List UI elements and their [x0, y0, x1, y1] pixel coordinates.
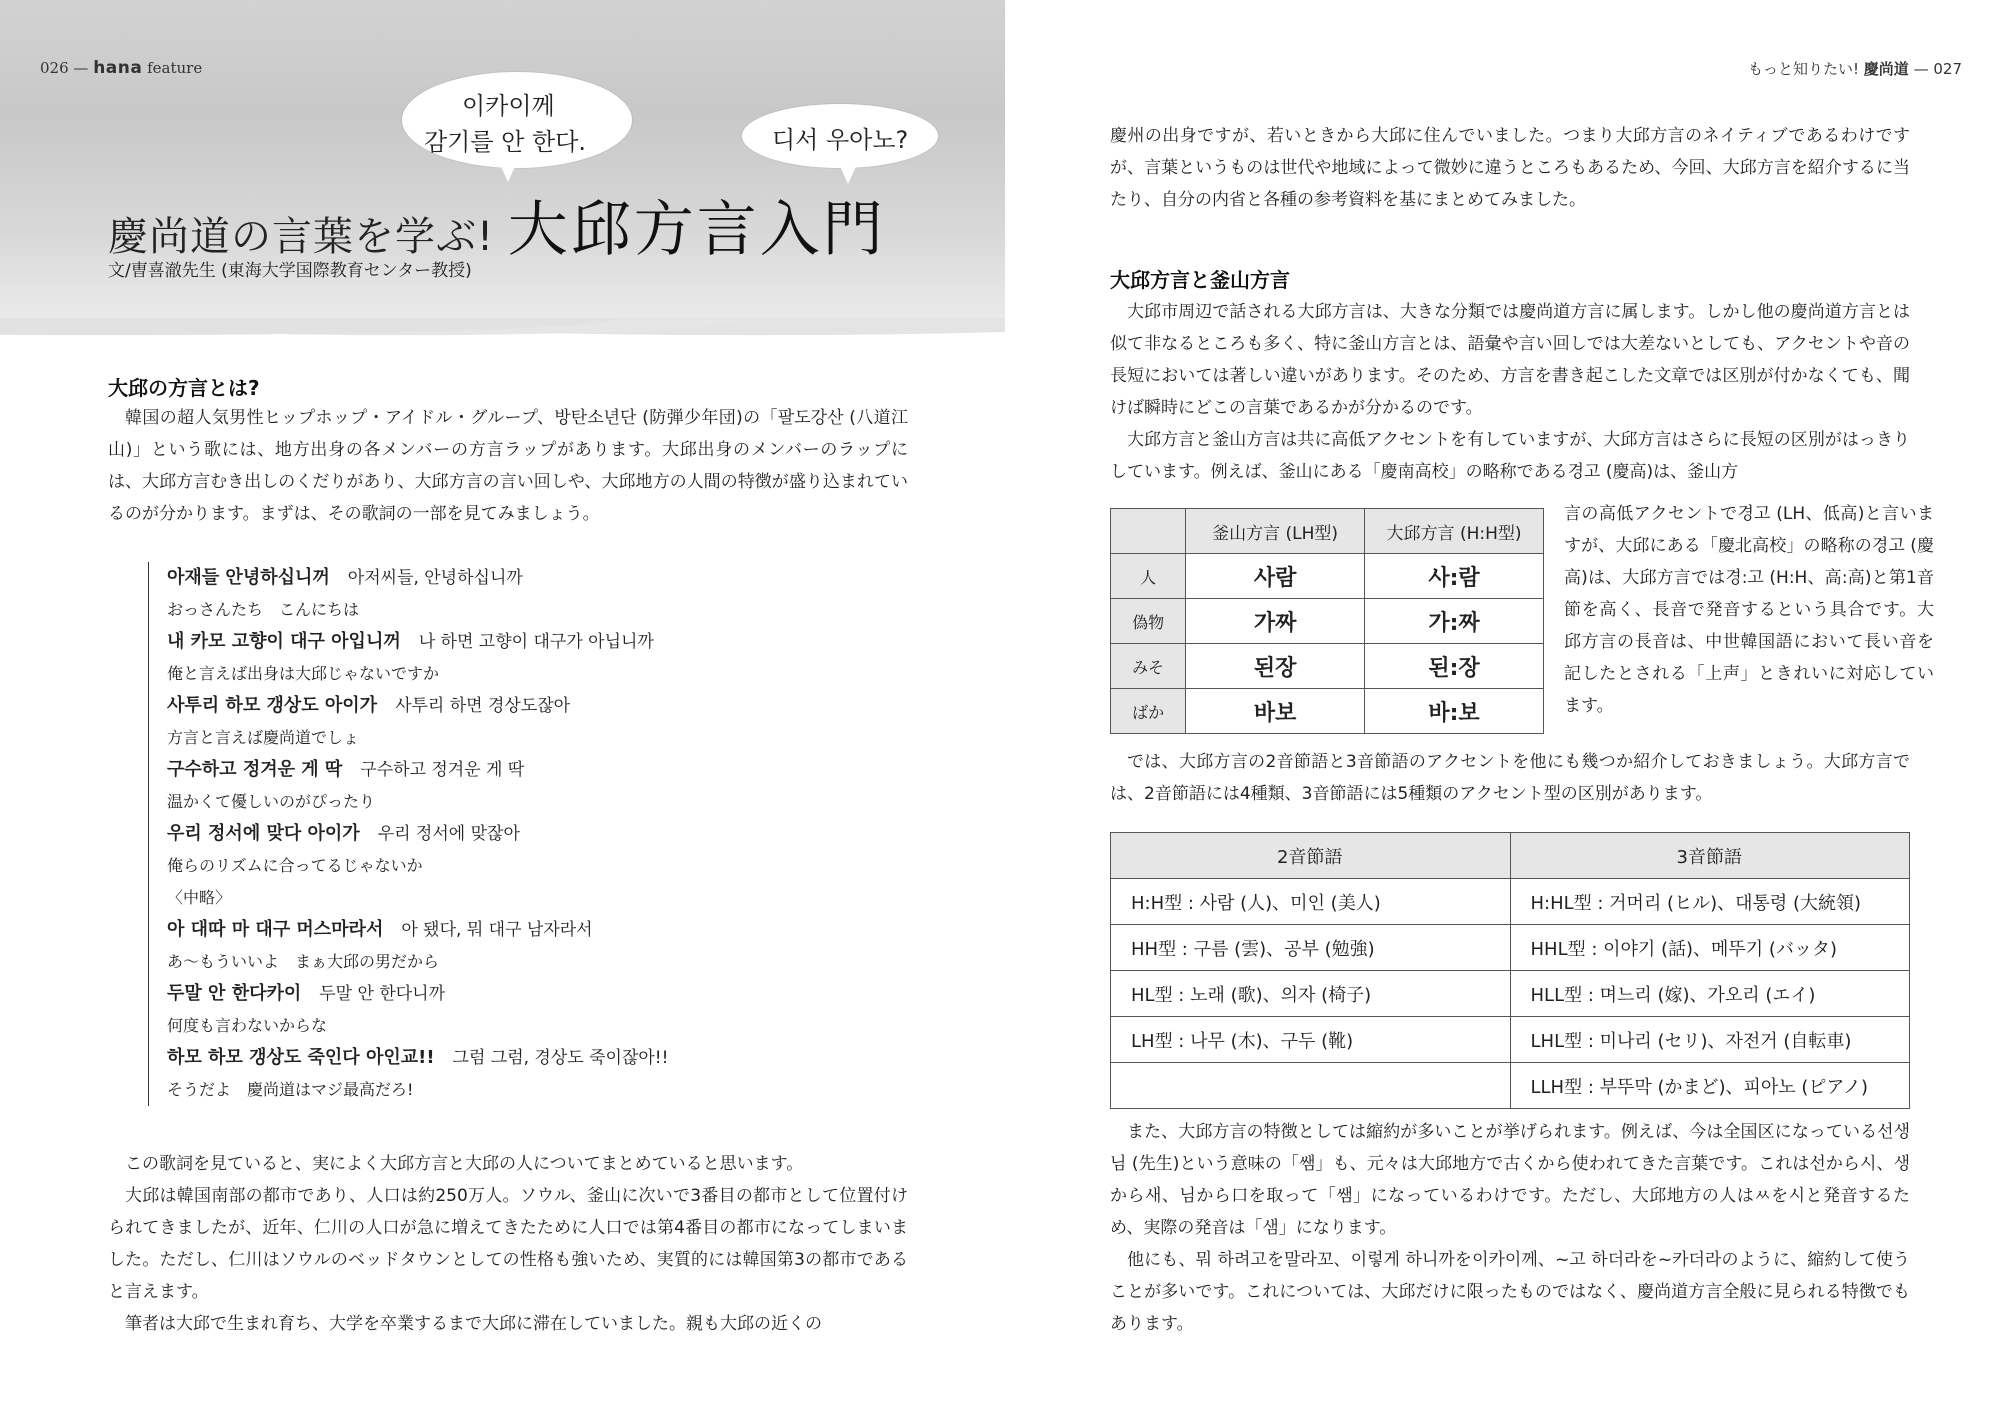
body-right-top — [1110, 296, 1910, 488]
table1-gloss: ばか — [1111, 689, 1186, 734]
bubble-1-line-2: 감기를 안 한다. — [424, 128, 586, 156]
table2-cell: H:HL型 : 거머리 (ヒル)、대통령 (大統領) — [1510, 879, 1910, 925]
body-left-p3: 筆者は大邱で生まれ育ち、大学を卒業するまで大邱に滞在していました。親も大邱の近くの — [125, 1314, 822, 1334]
lyric-translation: あ〜もういいよ まぁ大邱の男だから — [167, 952, 440, 971]
body-left — [108, 1148, 908, 1340]
series-name: もっと知りたい! — [1748, 60, 1864, 78]
table1-row — [1111, 644, 1544, 689]
lyric-korean-line — [167, 818, 767, 850]
table2-row — [1111, 879, 1910, 925]
lyric-translation: 方言と言えば慶尚道でしょ — [167, 728, 360, 747]
table2-cell: HL型 : 노래 (歌)、의자 (椅子) — [1111, 971, 1511, 1017]
bubble-1-line-1: 이카이께 — [462, 92, 555, 120]
table1-gloss: 人 — [1111, 554, 1186, 599]
table2-row — [1111, 971, 1910, 1017]
lyric-standard: 그럼 그럼, 경상도 죽이잖아!! — [452, 1048, 669, 1068]
lyric-translation: 〈中略〉 — [167, 888, 232, 907]
table2-row — [1111, 1063, 1910, 1109]
lyric-translation: 俺らのリズムに合ってるじゃないか — [167, 856, 423, 875]
lyric-standard: 구수하고 정겨운 게 딱 — [360, 760, 525, 780]
table2-cell: HHL型 : 이야기 (話)、메뚜기 (バッタ) — [1510, 925, 1910, 971]
byline: 文/曺喜澈先生 (東海大学国際教育センター教授) — [108, 261, 472, 281]
table1-word: 된:장 — [1365, 644, 1544, 689]
table2-cell: H:H型 : 사람 (人)、미인 (美人) — [1111, 879, 1511, 925]
table2-header: 2音節語 — [1111, 833, 1511, 879]
body-right-p4: また、大邱方言の特徴としては縮約が多いことが挙げられます。例えば、今は全国区になっている선생님 (先生)という意味の「쌤」も、元々は大邱地方で古くから使われてきた言葉です。これは선から시、생から새、님から口を取って「쌤」になっているわけです。ただし、大邱地方の人はㅆを시と発音するため、実際の発音は「샘」になります。 — [1110, 1122, 1910, 1238]
lyric-dialect: 구수하고 정겨운 게 딱 — [167, 759, 343, 780]
right-page-number: 027 — [1933, 60, 1962, 78]
series-name-bold: 慶尚道 — [1863, 60, 1909, 78]
left-page-number: 026 — [40, 59, 69, 77]
table2-cell: LLH型 : 부뚜막 (かまど)、피아노 (ピアノ) — [1510, 1063, 1910, 1109]
lyric-dialect: 우리 정서에 맞다 아이가 — [167, 823, 360, 844]
table2-row — [1111, 1017, 1910, 1063]
side-paragraph: 言の高低アクセントで경고 (LH、低高)と言いますが、大邱にある「慶北高校」の略称の경고 (慶高)は、大邱方言では경:고 (H:H、高:高)と第1音節を高く、長音で発音するという具合です。大邱方言の長音は、中世韓国語において長い音を記したとされる「上声」ときれいに対応しています。 — [1564, 504, 1934, 716]
body-left-p1: この歌詞を見ていると、実によく大邱方言と大邱の人についてまとめていると思います。 — [125, 1154, 804, 1174]
title-sub: 慶尚道の言葉を学ぶ! — [108, 214, 508, 260]
table2-cell: LHL型 : 미나리 (セリ)、자전거 (自転車) — [1510, 1017, 1910, 1063]
lyric-translation: そうだよ 慶尚道はマジ最高だろ! — [167, 1080, 414, 1099]
table1-word: 된장 — [1186, 644, 1365, 689]
lyric-standard: 나 하면 고향이 대구가 아닙니까 — [418, 632, 654, 652]
table1-gloss: みそ — [1111, 644, 1186, 689]
body-right-mid — [1110, 746, 1910, 810]
continued-text: 慶州の出身ですが、若いときから大邱に住んでいました。つまり大邱方言のネイティブであるわけですが、言葉というものは世代や地域によって微妙に違うところもあるため、今回、大邱方言を紹介するに当たり、自分の内省と各種の参考資料を基にまとめてみました。 — [1110, 126, 1910, 210]
speech-bubble-1 — [402, 72, 632, 168]
body-right-p1: 大邱市周辺で話される大邱方言は、大きな分類では慶尚道方言に属します。しかし他の慶尚道方言とは似て非なるところも多く、特に釜山方言とは、語彙や言い回しでは大差ないとしても、アクセントや音の長短においては著しい違いがあります。そのため、方言を書き起こした文章では区別が付かなくても、聞けば瞬時にどこの言葉であるかが分かるのです。 — [1110, 302, 1910, 418]
lyric-korean-line — [167, 626, 767, 658]
table1-word: 바:보 — [1365, 689, 1544, 734]
syllable-accent-table — [1110, 832, 1910, 1109]
table2-row — [1111, 925, 1910, 971]
lyric-translation: 何度も言わないからな — [167, 1016, 328, 1035]
lyric-korean-line — [167, 690, 767, 722]
lyric-standard: 두말 안 한다니까 — [319, 984, 446, 1004]
table2-cell: HH型 : 구름 (雲)、공부 (勉強) — [1111, 925, 1511, 971]
table1-gloss: 偽物 — [1111, 599, 1186, 644]
bubble-2-tail — [838, 162, 858, 184]
section-heading-right: 大邱方言と釜山方言 — [1110, 268, 1290, 292]
intro-text: 韓国の超人気男性ヒップホップ・アイドル・グループ、방탄소년단 (防弾少年団)の「팔도강산 (八道江山)」という歌には、地方出身の各メンバーの方言ラップがあります。大邱出身のメンバーのラップには、大邱方言むき出しのくだりがあり、大邱方言の言い回しや、大邱地方の人間の特徴が盛り込まれているのが分かります。まずは、その歌詞の一部を見てみましょう。 — [108, 408, 908, 524]
lyric-standard: 우리 정서에 맞잖아 — [377, 824, 520, 844]
lyric-dialect: 아 대따 마 대구 머스마라서 — [167, 919, 384, 940]
lyric-korean-line — [167, 914, 767, 946]
body-right-p3: では、大邱方言の2音節語と3音節語のアクセントを他にも幾つか紹介しておきましょう。大邱方言では、2音節語には4種類、3音節語には5種類のアクセント型の区別があります。 — [1110, 752, 1910, 804]
lyric-dialect: 아재들 안녕하십니꺼 — [167, 567, 330, 588]
table1-word: 사:람 — [1365, 554, 1544, 599]
lyric-dialect: 내 카모 고향이 대구 아입니꺼 — [167, 631, 401, 652]
body-right-p5: 他にも、뭐 하려고を말라꼬、이렇게 하니까を이카이께、~고 하더라を~카더라のように、縮約して使うことが多いです。これについては、大邱だけに限ったものではなく、慶尚道方言全般に見られる特徴でもあります。 — [1110, 1250, 1910, 1334]
lyric-translation: 俺と言えば出身は大邱じゃないですか — [167, 664, 440, 683]
lyric-korean-line — [167, 1042, 767, 1074]
table1-row — [1111, 689, 1544, 734]
table1-row — [1111, 599, 1544, 644]
speech-bubble-2 — [742, 104, 938, 168]
table1-word: 바보 — [1186, 689, 1365, 734]
table1-row — [1111, 554, 1544, 599]
lyric-standard: 아 됐다, 뭐 대구 남자라서 — [401, 920, 593, 940]
lyric-standard: 아저씨들, 안녕하십니까 — [347, 568, 523, 588]
right-folio: もっと知りたい! 慶尚道 — 027 — [1748, 60, 1962, 78]
lyrics-block — [148, 562, 767, 1106]
left-folio: 026 — hana feature — [40, 58, 203, 78]
table1-word: 사람 — [1186, 554, 1365, 599]
table2-cell — [1111, 1063, 1511, 1109]
body-right-bottom — [1110, 1116, 1910, 1340]
lyric-dialect: 두말 안 한다카이 — [167, 983, 302, 1004]
bubble-1-tail — [498, 160, 518, 182]
table1-word: 가:짜 — [1365, 599, 1544, 644]
lyric-standard: 사투리 하면 경상도잖아 — [395, 696, 571, 716]
table1-header — [1111, 509, 1186, 554]
lyric-translation: おっさんたち こんにちは — [167, 600, 360, 619]
table1-word: 가짜 — [1186, 599, 1365, 644]
lyric-dialect: 하모 하모 갱상도 죽인다 아인교!! — [167, 1047, 435, 1068]
lyric-korean-line — [167, 978, 767, 1010]
lyric-korean-line — [167, 754, 767, 786]
accent-comparison-table — [1110, 508, 1544, 734]
title-main: 大邱方言入門 — [507, 195, 886, 265]
section-heading-left: 大邱の方言とは? — [108, 376, 260, 400]
lyric-korean-line — [167, 562, 767, 594]
body-left-p2: 大邱は韓国南部の都市であり、人口は約250万人。ソウル、釜山に次いで3番目の都市として位置付けられてきましたが、近年、仁川の人口が急に増えてきたために人口では第4番目の都市になってしまいました。ただし、仁川はソウルのベッドタウンとしての性格も強いため、実質的には韓国第3の都市であると言えます。 — [108, 1186, 908, 1302]
body-right-p2: 大邱方言と釜山方言は共に高低アクセントを有していますが、大邱方言はさらに長短の区別がはっきりしています。例えば、釜山にある「慶南高校」の略称である경고 (慶高)は、釜山方 — [1110, 430, 1910, 482]
intro-paragraph — [108, 402, 908, 530]
lyric-dialect: 사투리 하모 갱상도 아이가 — [167, 695, 378, 716]
lyric-translation: 温かくて優しいのがぴったり — [167, 792, 376, 811]
table1-header: 大邱方言 (H:H型) — [1365, 509, 1544, 554]
bubble-2-text: 디서 우아노? — [772, 126, 909, 154]
continued-paragraph — [1110, 120, 1910, 216]
table1-header: 釜山方言 (LH型) — [1186, 509, 1365, 554]
magazine-name: hana — [93, 58, 143, 78]
table2-cell: LH型 : 나무 (木)、구두 (靴) — [1111, 1017, 1511, 1063]
section-name: feature — [147, 59, 203, 77]
table2-header: 3音節語 — [1510, 833, 1910, 879]
table2-cell: HLL型 : 며느리 (嫁)、가오리 (エイ) — [1510, 971, 1910, 1017]
